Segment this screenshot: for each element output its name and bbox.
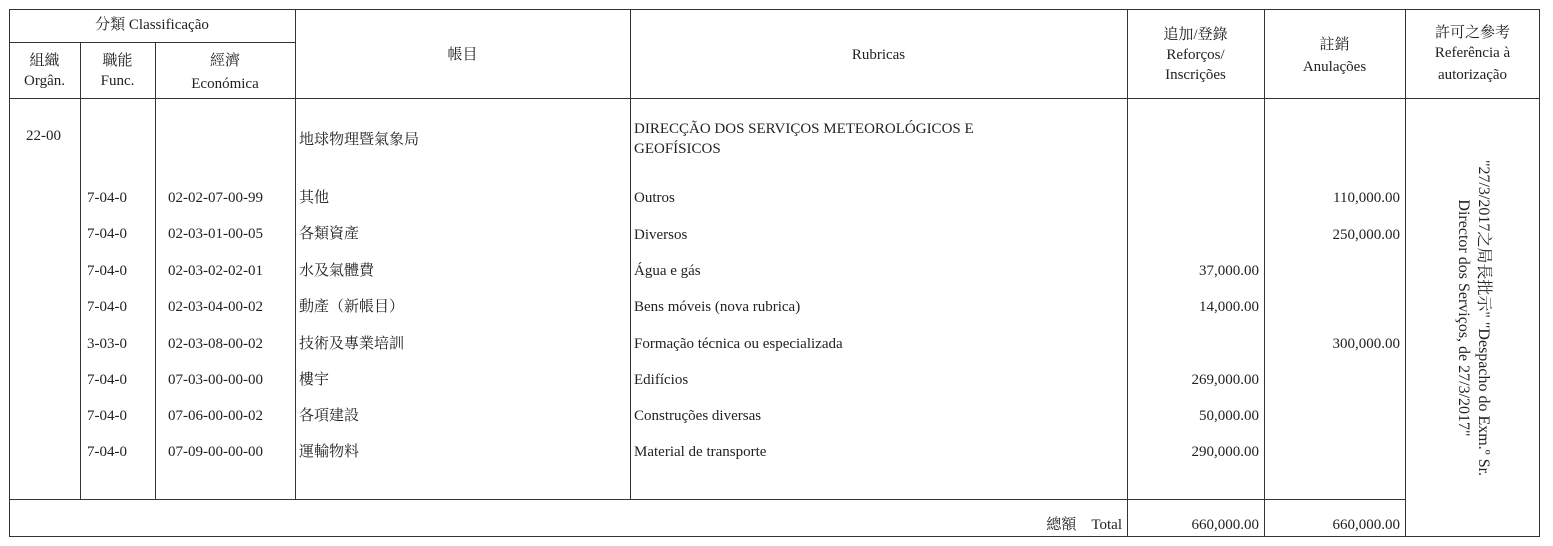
total-cancel: 660,000.00: [1332, 517, 1400, 533]
row-econ: 02-03-02-02-01: [168, 263, 263, 279]
row-func: 7-04-0: [87, 408, 127, 424]
total-top-line: [9, 499, 1405, 500]
row-name-zh: 各類資產: [299, 226, 360, 242]
header-bottom-line: [9, 98, 1540, 99]
total-reinforce: 660,000.00: [1191, 517, 1259, 533]
header-auth-pt1: Referência à: [1434, 45, 1511, 61]
row-func: 7-04-0: [87, 444, 127, 460]
total-label: 總額 Total: [1046, 517, 1122, 533]
row-func: 7-04-0: [87, 372, 127, 388]
row-name-pt: Material de transporte: [634, 444, 767, 460]
row-econ: 02-02-07-00-99: [168, 190, 263, 206]
row-name-pt: Outros: [634, 190, 675, 206]
col-divider-func: [155, 42, 156, 499]
authorization-reference: "27/3/2017之局長批示" "Despacho do Exm.º Sr. Director dos Serviços, de 27/3/2017": [1455, 159, 1492, 477]
row-name-zh: 水及氣體費: [299, 263, 375, 279]
header-func-zh: 職能: [102, 53, 133, 69]
header-cancel-zh: 註銷: [1319, 37, 1350, 53]
header-reinforce-pt2: Inscrições: [1165, 67, 1226, 83]
row-econ: 02-03-08-00-02: [168, 336, 263, 352]
row-econ: 07-03-00-00-00: [168, 372, 263, 388]
row-func: 7-04-0: [87, 226, 127, 242]
row-name-pt: Diversos: [634, 227, 688, 243]
header-econ-zh: 經濟: [209, 53, 240, 69]
header-classification: 分類 Classificação: [95, 17, 209, 33]
header-auth-pt2: autorização: [1437, 67, 1508, 83]
row-name-zh: 各項建設: [299, 408, 360, 424]
col-divider-organ: [80, 42, 81, 499]
row-name-pt: Formação técnica ou especializada: [634, 336, 843, 352]
row-reinforce: 269,000.00: [1191, 372, 1259, 388]
col-divider-cancel: [1405, 9, 1406, 537]
row-reinforce: 50,000.00: [1199, 408, 1259, 424]
row-econ: 07-06-00-00-02: [168, 408, 263, 424]
classification-underline: [9, 42, 295, 43]
header-organ-pt: Orgân.: [24, 73, 65, 89]
col-divider-zh: [630, 9, 631, 499]
header-auth-zh: 許可之參考: [1434, 25, 1510, 41]
row-name-pt: Bens móveis (nova rubrica): [634, 299, 801, 315]
row-cancel: 250,000.00: [1332, 227, 1400, 243]
header-reinforce-pt1: Reforços/: [1166, 47, 1225, 63]
row-name-pt: Água e gás: [634, 263, 701, 279]
row-name-zh: 動產（新帳目）: [299, 299, 405, 315]
col-divider-reinforce: [1264, 9, 1265, 537]
row-cancel: 300,000.00: [1332, 336, 1400, 352]
header-reinforce-zh: 追加/登錄: [1163, 27, 1228, 43]
row-econ: 02-03-01-00-05: [168, 226, 263, 242]
header-organ-zh: 組織: [29, 53, 60, 69]
row-func: 3-03-0: [87, 336, 127, 352]
row-reinforce: 37,000.00: [1199, 263, 1259, 279]
header-econ-pt: Económica: [191, 76, 259, 92]
department-name-zh: 地球物理暨氣象局: [299, 132, 420, 148]
row-name-pt: Edifícios: [634, 372, 689, 388]
row-func: 7-04-0: [87, 263, 127, 279]
row-econ: 02-03-04-00-02: [168, 299, 263, 315]
row-name-zh: 樓宇: [299, 372, 330, 388]
organ-code: 22-00: [26, 128, 61, 144]
row-reinforce: 14,000.00: [1199, 299, 1259, 315]
header-rubric-zh: 帳目: [447, 47, 478, 63]
row-name-zh: 運輸物料: [299, 444, 360, 460]
row-func: 7-04-0: [87, 190, 127, 206]
row-name-zh: 其他: [299, 190, 330, 206]
row-name-zh: 技術及專業培訓: [299, 336, 405, 352]
header-rubric-pt: Rubricas: [851, 47, 906, 63]
row-cancel: 110,000.00: [1333, 190, 1400, 206]
header-cancel-pt: Anulações: [1302, 59, 1367, 75]
header-func-pt: Func.: [100, 73, 135, 89]
row-reinforce: 290,000.00: [1191, 444, 1259, 460]
row-name-pt: Construções diversas: [634, 408, 762, 424]
row-func: 7-04-0: [87, 299, 127, 315]
col-divider-econ: [295, 9, 296, 499]
row-econ: 07-09-00-00-00: [168, 444, 263, 460]
department-name-pt-line2: GEOFÍSICOS: [634, 141, 721, 157]
department-name-pt-line1: DIRECÇÃO DOS SERVIÇOS METEOROLÓGICOS E: [634, 121, 974, 137]
